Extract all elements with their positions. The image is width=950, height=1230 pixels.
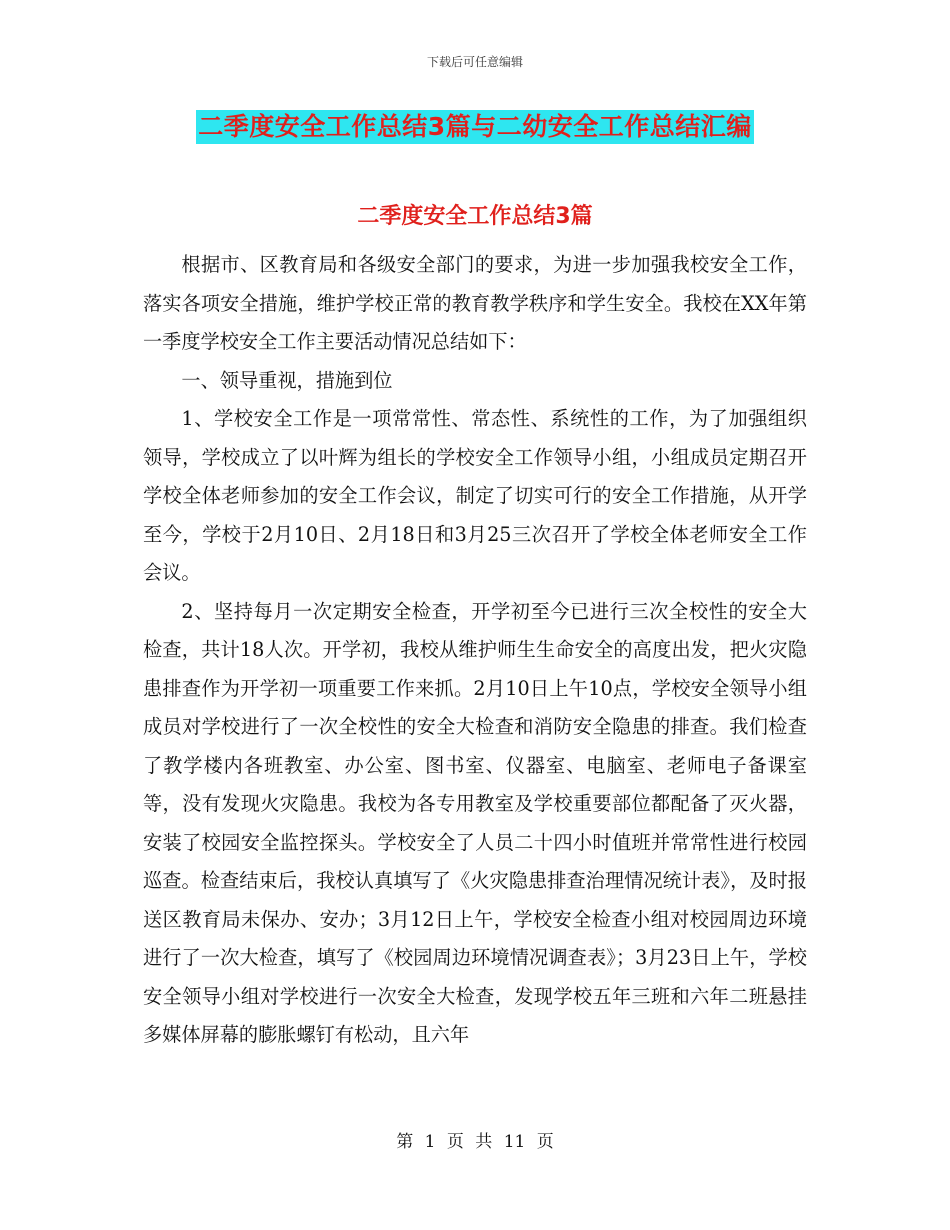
- page-footer: 第 1 页 共 11 页: [396, 1132, 554, 1152]
- body-paragraph: 2、坚持每月一次定期安全检查，开学初至今已进行三次全校性的安全大检查，共计18人次。开学初，我校从维护师生生命安全的高度出发，把火灾隐患排查作为开学初一项重要工作来抓。2月10日上午10点，学校安全领导小组成员对学校进行了一次全校性的安全大检查和消防安全隐患的排查。我们检查了教学楼内各班教室、办公室、图书室、仪器室、电脑室、老师电子备课室等，没有发现火灾隐患。我校为各专用教室及学校重要部位都配备了灭火器，安装了校园安全监控探头。学校安全了人员二十四小时值班并常常性进行校园巡查。检查结束后，我校认真填写了《火灾隐患排查治理情况统计表》，及时报送区教育局未保办、安办；3月12日上午，学校安全检查小组对校园周边环境进行了一次大检查，填写了《校园周边环境情况调查表》；3月23日上午，学校安全领导小组对学校进行一次安全大检查，发现学校五年三班和六年二班悬挂多媒体屏幕的膨胀螺钉有松动，且六年: [143, 599, 807, 1046]
- section-title: 二季度安全工作总结3篇: [357, 204, 593, 229]
- document-body: [143, 246, 807, 1055]
- document-title-container: [0, 110, 950, 144]
- body-paragraph: 1、学校安全工作是一项常常性、常态性、系统性的工作，为了加强组织领导，学校成立了以叶辉为组长的学校安全工作领导小组，小组成员定期召开学校全体老师参加的安全工作会议，制定了切实可行的安全工作措施，从开学至今，学校于2月10日、2月18日和3月25三次召开了学校全体老师安全工作会议。: [143, 407, 807, 584]
- page-header-note: 下载后可任意编辑: [426, 55, 523, 69]
- body-paragraph: 根据市、区教育局和各级安全部门的要求，为进一步加强我校安全工作，落实各项安全措施，维护学校正常的教育教学秩序和学生安全。我校在XX年第一季度学校安全工作主要活动情况总结如下：: [143, 253, 807, 353]
- body-paragraph: 一、领导重视，措施到位: [181, 368, 393, 392]
- document-title: 二季度安全工作总结3篇与二幼安全工作总结汇编: [196, 110, 753, 144]
